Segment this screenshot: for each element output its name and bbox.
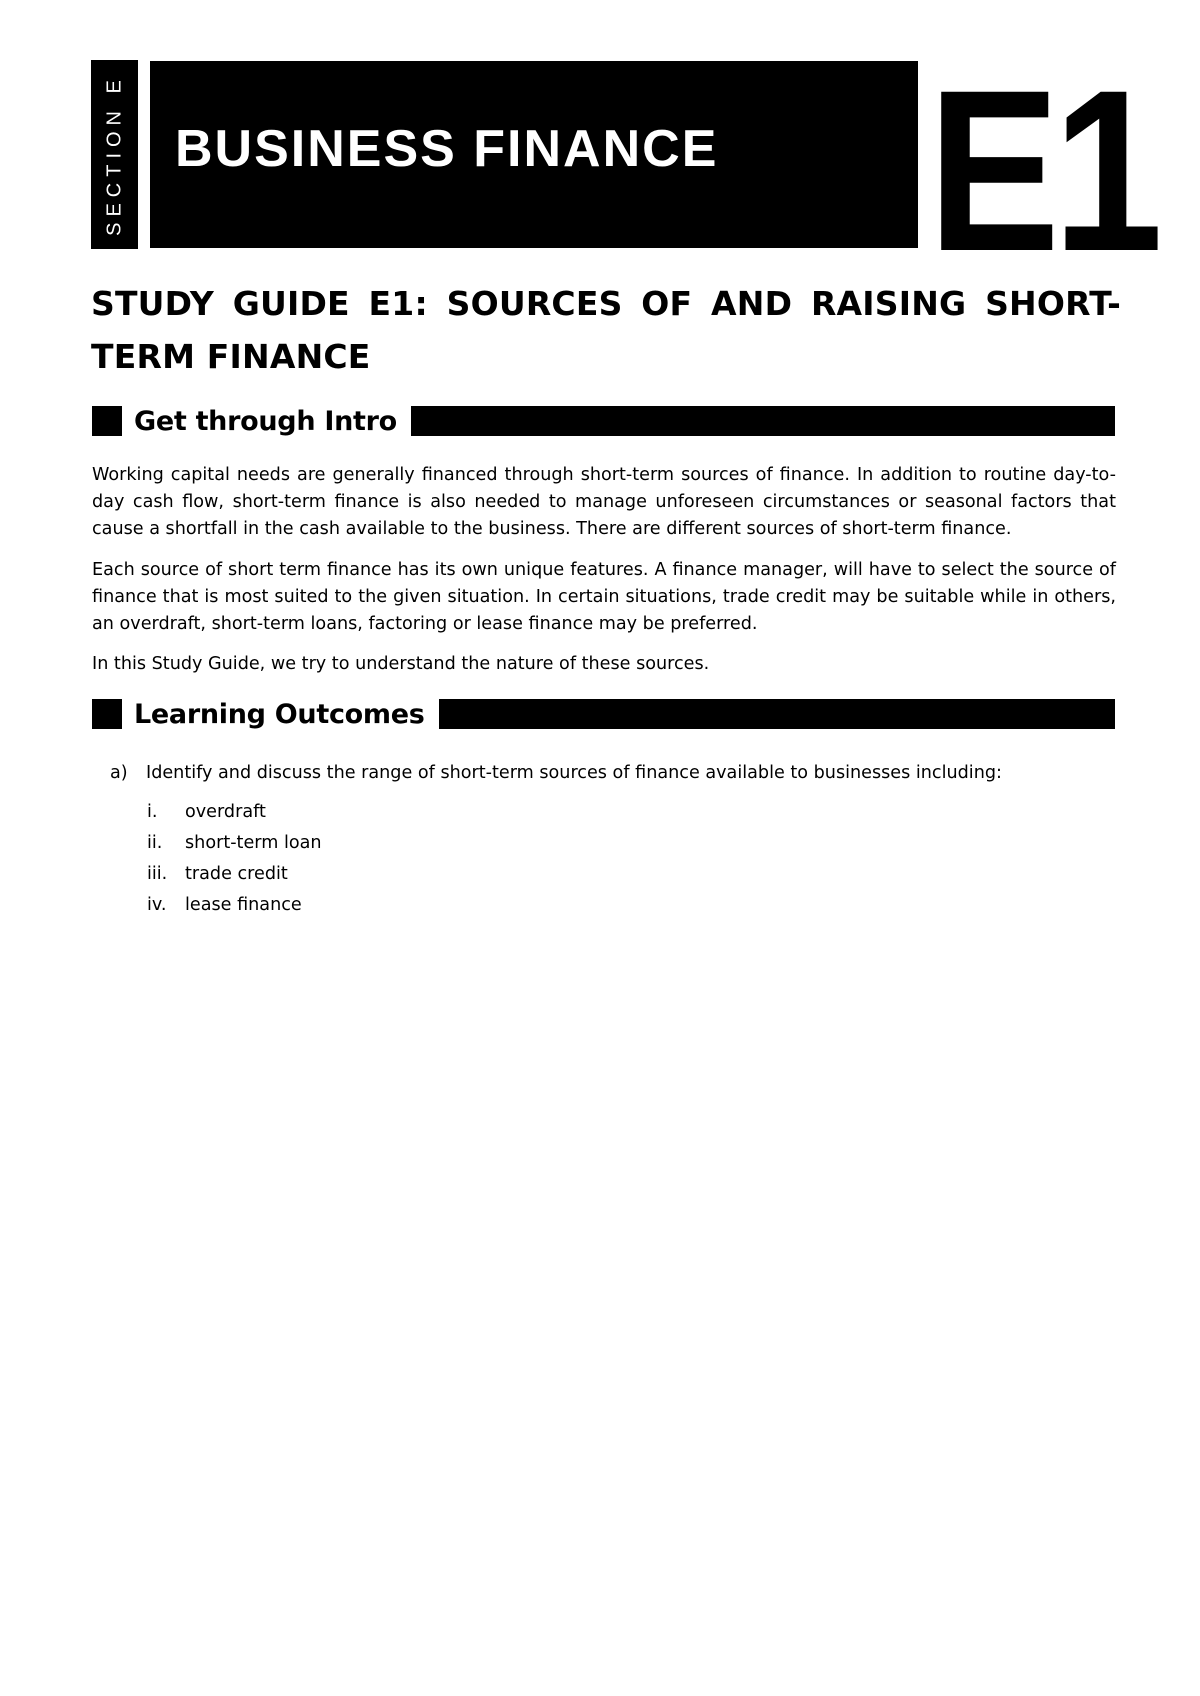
title-banner — [150, 61, 918, 248]
heading-rule-bar — [411, 406, 1115, 436]
intro-paragraph-3: In this Study Guide, we try to understand the nature of these sources. — [92, 654, 710, 674]
heading-rule-bar — [439, 699, 1115, 729]
list-item-text: overdraft — [185, 802, 266, 822]
list-item-text: trade credit — [185, 864, 288, 884]
list-item — [147, 859, 322, 890]
list-item-text: short-term loan — [185, 833, 322, 853]
learning-outcome-a — [110, 760, 1002, 787]
learning-outcomes-heading — [92, 697, 1115, 731]
learning-outcomes-heading-label: Learning Outcomes — [134, 698, 425, 730]
study-guide-title-line1: STUDY GUIDE E1: SOURCES OF AND RAISING SHORT- — [91, 284, 1121, 323]
section-tab — [91, 60, 138, 249]
study-guide-title-line2: TERM FINANCE — [91, 337, 371, 376]
outcome-text: Identify and discuss the range of short-term sources of finance available to businesses including: — [146, 763, 1002, 783]
list-item — [147, 890, 322, 921]
list-item-number: ii. — [147, 833, 163, 853]
intro-paragraph-1: Working capital needs are generally financed through short-term sources of finance. In addition to routine day-to-day cash flow, short-term finance is also needed to manage unforeseen circumstances or seasonal factors that cause a shortfall in the cash available to the business. There are different sources of short-term finance. — [92, 465, 1116, 539]
outcome-sublist — [147, 797, 322, 921]
study-guide-title — [91, 277, 1121, 383]
intro-heading — [92, 404, 1115, 438]
list-item-number: iv. — [147, 895, 167, 915]
list-item-text: lease finance — [185, 895, 302, 915]
chapter-code: E1 — [928, 42, 1157, 299]
section-label: SECTION E — [103, 73, 125, 236]
intro-paragraph-2: Each source of short term finance has its own unique features. A finance manager, will have to select the source of finance that is most suited to the given situation. In certain situations, trade credit may be suitable while in others, an overdraft, short-term loans, factoring or lease finance may be preferred. — [92, 560, 1116, 634]
list-item — [147, 828, 322, 859]
heading-square-marker — [92, 699, 122, 729]
list-item-number: i. — [147, 802, 158, 822]
heading-square-marker — [92, 406, 122, 436]
list-item — [147, 797, 322, 828]
banner-title: BUSINESS FINANCE — [175, 120, 719, 178]
outcome-marker: a) — [110, 763, 128, 783]
list-item-number: iii. — [147, 864, 168, 884]
intro-heading-label: Get through Intro — [134, 405, 397, 437]
